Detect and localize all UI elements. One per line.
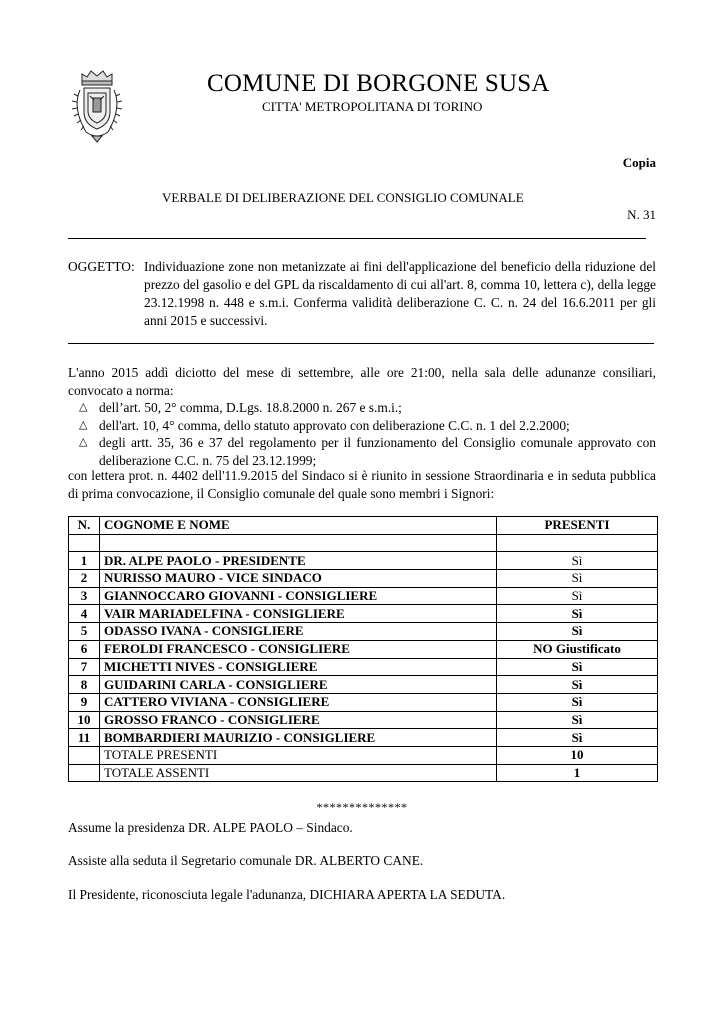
total-present-value: 10 bbox=[497, 746, 658, 764]
list-item-text: degli artt. 35, 36 e 37 del regolamento per il funzionamento del Consiglio comunale approvato con deliberazione C.C. n. 75 del 23.12.1999; bbox=[99, 435, 656, 468]
subject-label: OGGETTO: bbox=[68, 259, 135, 274]
member-number: 1 bbox=[69, 552, 100, 570]
list-item-text: dell’art. 50, 2° comma, D.Lgs. 18.8.2000 n. 267 e s.m.i.; bbox=[99, 400, 402, 415]
member-number: 8 bbox=[69, 676, 100, 694]
table-row bbox=[69, 587, 658, 605]
document-number: N. 31 bbox=[627, 207, 656, 222]
header-name: COGNOME E NOME bbox=[100, 517, 497, 535]
table-row bbox=[69, 729, 658, 747]
list-item bbox=[68, 434, 656, 469]
opening-statement: Il Presidente, riconosciuta legale l'adunanza, DICHIARA APERTA LA SEDUTA. bbox=[68, 887, 506, 902]
member-number: 10 bbox=[69, 711, 100, 729]
convocation-paragraph: con lettera prot. n. 4402 dell'11.9.2015 del Sindaco si è riunito in sessione Straordinaria e in seduta pubblica di prima convocazione, il Consiglio comunale del quale sono membri i Signori: bbox=[68, 468, 656, 501]
member-number: 2 bbox=[69, 570, 100, 588]
table-row bbox=[69, 658, 658, 676]
separator-stars: ************** bbox=[316, 800, 408, 814]
table-row bbox=[69, 605, 658, 623]
member-name: ODASSO IVANA - CONSIGLIERE bbox=[100, 623, 497, 641]
member-number: 5 bbox=[69, 623, 100, 641]
table-row bbox=[69, 640, 658, 658]
copy-label: Copia bbox=[622, 155, 656, 170]
page-title: COMUNE DI BORGONE SUSA bbox=[207, 70, 550, 97]
header-present: PRESENTI bbox=[497, 517, 658, 535]
page-subtitle: CITTA' METROPOLITANA DI TORINO bbox=[262, 99, 483, 114]
total-absent-label: TOTALE ASSENTI bbox=[100, 764, 497, 782]
subject-block bbox=[68, 258, 656, 330]
total-absent-value: 1 bbox=[497, 764, 658, 782]
coat-of-arms-icon bbox=[68, 66, 126, 150]
table-row-empty bbox=[69, 534, 658, 552]
secretary-statement: Assiste alla seduta il Segretario comunale DR. ALBERTO CANE. bbox=[68, 853, 424, 868]
table-row bbox=[69, 693, 658, 711]
member-number: 6 bbox=[69, 640, 100, 658]
member-name: GROSSO FRANCO - CONSIGLIERE bbox=[100, 711, 497, 729]
member-present: Sì bbox=[497, 552, 658, 570]
member-present: Sì bbox=[497, 623, 658, 641]
member-name: NURISSO MAURO - VICE SINDACO bbox=[100, 570, 497, 588]
member-present: Sì bbox=[497, 729, 658, 747]
table-row bbox=[69, 552, 658, 570]
member-name: MICHETTI NIVES - CONSIGLIERE bbox=[100, 658, 497, 676]
member-name: GUIDARINI CARLA - CONSIGLIERE bbox=[100, 676, 497, 694]
triangle-bullet-icon: △ bbox=[79, 401, 88, 413]
triangle-bullet-icon: △ bbox=[79, 436, 88, 448]
table-row-total-present bbox=[69, 746, 658, 764]
table-row bbox=[69, 711, 658, 729]
member-present: NO Giustificato bbox=[497, 640, 658, 658]
total-present-label: TOTALE PRESENTI bbox=[100, 746, 497, 764]
member-present: Sì bbox=[497, 711, 658, 729]
list-item bbox=[68, 399, 656, 417]
member-present: Sì bbox=[497, 676, 658, 694]
list-item-text: dell'art. 10, 4° comma, dello statuto approvato con deliberazione C.C. n. 1 del 2.2.2000; bbox=[99, 417, 570, 433]
list-item bbox=[68, 417, 656, 435]
triangle-bullet-icon: △ bbox=[79, 418, 88, 431]
presidency-statement: Assume la presidenza DR. ALPE PAOLO – Sindaco. bbox=[68, 820, 353, 835]
member-number: 3 bbox=[69, 587, 100, 605]
member-name: BOMBARDIERI MAURIZIO - CONSIGLIERE bbox=[100, 729, 497, 747]
member-name: VAIR MARIADELFINA - CONSIGLIERE bbox=[100, 605, 497, 623]
member-present: Sì bbox=[497, 605, 658, 623]
member-name: DR. ALPE PAOLO - PRESIDENTE bbox=[100, 552, 497, 570]
divider bbox=[68, 343, 654, 344]
members-table bbox=[68, 516, 658, 782]
member-present: Sì bbox=[497, 693, 658, 711]
legal-basis-list bbox=[68, 399, 656, 469]
table-row-total-absent bbox=[69, 764, 658, 782]
member-present: Sì bbox=[497, 587, 658, 605]
member-name: GIANNOCCARO GIOVANNI - CONSIGLIERE bbox=[100, 587, 497, 605]
member-number: 7 bbox=[69, 658, 100, 676]
member-number: 4 bbox=[69, 605, 100, 623]
member-present: Sì bbox=[497, 658, 658, 676]
member-name: CATTERO VIVIANA - CONSIGLIERE bbox=[100, 693, 497, 711]
member-number: 9 bbox=[69, 693, 100, 711]
member-name: FEROLDI FRANCESCO - CONSIGLIERE bbox=[100, 640, 497, 658]
member-present: Sì bbox=[497, 570, 658, 588]
subject-text: Individuazione zone non metanizzate ai fini dell'applicazione del beneficio della riduzione del prezzo del gasolio e del GPL da riscaldamento di cui all'art. 8, comma 10, lettera c), della legge 23.12.1998 n. 448 e s.m.i. Conferma validità deliberazione C. C. n. 24 del 16.6.2011 per gli anni 2015 e successivi. bbox=[144, 259, 656, 328]
divider bbox=[68, 238, 646, 239]
header-number: N. bbox=[69, 517, 100, 535]
member-number: 11 bbox=[69, 729, 100, 747]
table-row bbox=[69, 623, 658, 641]
table-header-row bbox=[69, 517, 658, 535]
intro-paragraph: L'anno 2015 addì diciotto del mese di settembre, alle ore 21:00, nella sala delle adunanze consiliari, convocato a norma: bbox=[68, 365, 656, 398]
table-row bbox=[69, 570, 658, 588]
table-row bbox=[69, 676, 658, 694]
document-type: VERBALE DI DELIBERAZIONE DEL CONSIGLIO COMUNALE bbox=[162, 190, 524, 205]
